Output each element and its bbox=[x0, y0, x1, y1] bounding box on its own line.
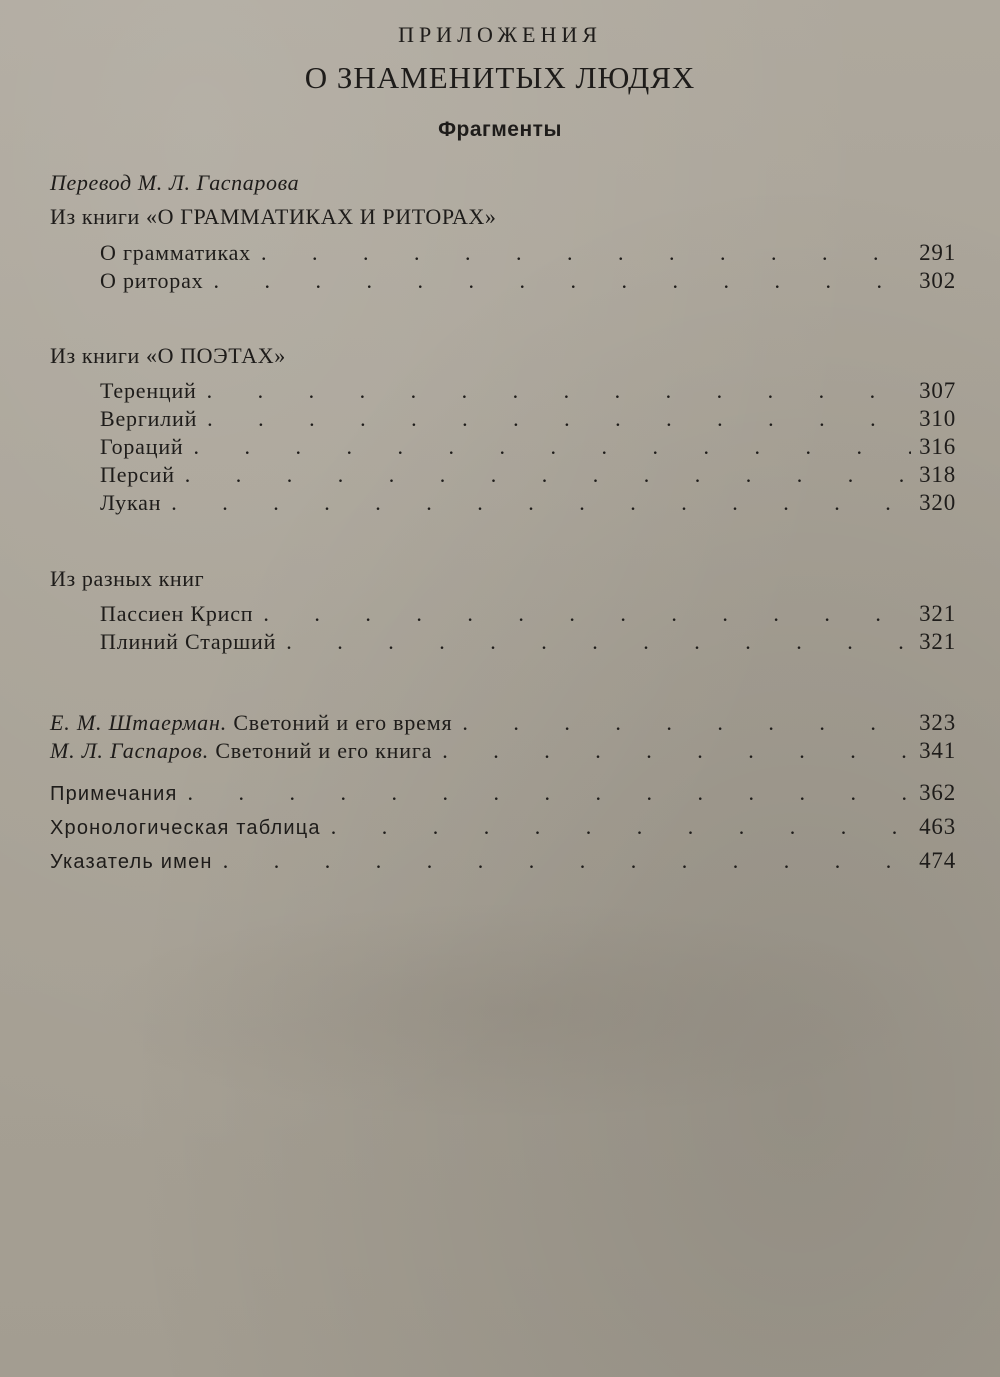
toc-entry-label: Теренций bbox=[100, 378, 197, 403]
toc-entry-page: 341 bbox=[919, 738, 956, 763]
group-heading-grammarians: Из книги «О ГРАММАТИКАХ И РИТОРАХ» bbox=[50, 204, 497, 229]
toc-entry bbox=[100, 268, 956, 296]
toc-entry-page: 316 bbox=[919, 434, 956, 459]
toc-entry bbox=[100, 378, 956, 406]
toc-entry bbox=[100, 629, 956, 657]
toc-entry-label: Гораций bbox=[100, 434, 184, 459]
leader-dots bbox=[286, 629, 911, 655]
group-heading-various: Из разных книг bbox=[50, 566, 205, 591]
toc-entry-page: 291 bbox=[919, 240, 956, 265]
toc-entry bbox=[100, 434, 956, 462]
toc-entry-label: Лукан bbox=[100, 490, 162, 515]
toc-entry-label: Примечания bbox=[50, 783, 178, 805]
toc-entry bbox=[100, 601, 956, 629]
toc-entry-label: Вергилий bbox=[100, 406, 198, 431]
toc-entry-label: Персий bbox=[100, 462, 175, 487]
toc-entry-page: 362 bbox=[919, 780, 956, 805]
toc-entry-page: 321 bbox=[919, 601, 956, 626]
leader-dots bbox=[213, 268, 911, 294]
leader-dots bbox=[442, 738, 911, 764]
article-title: Светоний и его время bbox=[233, 710, 453, 735]
toc-entry-label: Указатель имен bbox=[50, 851, 213, 873]
article-author: Е. М. Штаерман. bbox=[50, 710, 227, 735]
back-matter-entry bbox=[50, 780, 956, 808]
toc-entry bbox=[100, 490, 956, 518]
leader-dots bbox=[261, 240, 911, 266]
toc-entry bbox=[100, 406, 956, 434]
leader-dots bbox=[207, 378, 911, 404]
leader-dots bbox=[331, 814, 911, 840]
paper-stain bbox=[80, 900, 940, 1120]
leader-dots bbox=[171, 490, 911, 516]
leader-dots bbox=[193, 434, 911, 460]
toc-entry-page: 302 bbox=[919, 268, 956, 293]
article-entry bbox=[50, 710, 956, 738]
back-matter-entry bbox=[50, 848, 956, 876]
toc-entry-page: 310 bbox=[919, 406, 956, 431]
group-heading-poets: Из книги «О ПОЭТАХ» bbox=[50, 343, 286, 368]
leader-dots bbox=[207, 406, 911, 432]
article-title: Светоний и его книга bbox=[215, 738, 433, 763]
leader-dots bbox=[263, 601, 911, 627]
toc-entry-page: 474 bbox=[919, 848, 956, 873]
leader-dots bbox=[187, 780, 911, 806]
toc-entry-label: О грамматиках bbox=[100, 240, 251, 265]
toc-entry-label: Пассиен Крисп bbox=[100, 601, 254, 626]
article-author: М. Л. Гаспаров. bbox=[50, 738, 210, 763]
page-subtitle: Фрагменты bbox=[438, 118, 562, 141]
toc-entry-page: 320 bbox=[919, 490, 956, 515]
toc-entry-page: 321 bbox=[919, 629, 956, 654]
page-title: О ЗНАМЕНИТЫХ ЛЮДЯХ bbox=[304, 60, 696, 95]
leader-dots bbox=[223, 848, 911, 874]
leader-dots bbox=[462, 710, 911, 736]
toc-entry bbox=[100, 462, 956, 490]
translator-credit: Перевод М. Л. Гаспарова bbox=[50, 170, 300, 195]
leader-dots bbox=[185, 462, 911, 488]
article-entry bbox=[50, 738, 956, 766]
toc-entry-page: 463 bbox=[919, 814, 956, 839]
toc-entry-label: Плиний Старший bbox=[100, 629, 277, 654]
back-matter-entry bbox=[50, 814, 956, 842]
toc-entry-label: О риторах bbox=[100, 268, 204, 293]
toc-entry-label: Хронологическая таблица bbox=[50, 817, 321, 839]
toc-entry-page: 323 bbox=[919, 710, 956, 735]
toc-entry bbox=[100, 240, 956, 268]
section-heading: ПРИЛОЖЕНИЯ bbox=[398, 22, 602, 47]
toc-entry-page: 307 bbox=[919, 378, 956, 403]
toc-entry-page: 318 bbox=[919, 462, 956, 487]
